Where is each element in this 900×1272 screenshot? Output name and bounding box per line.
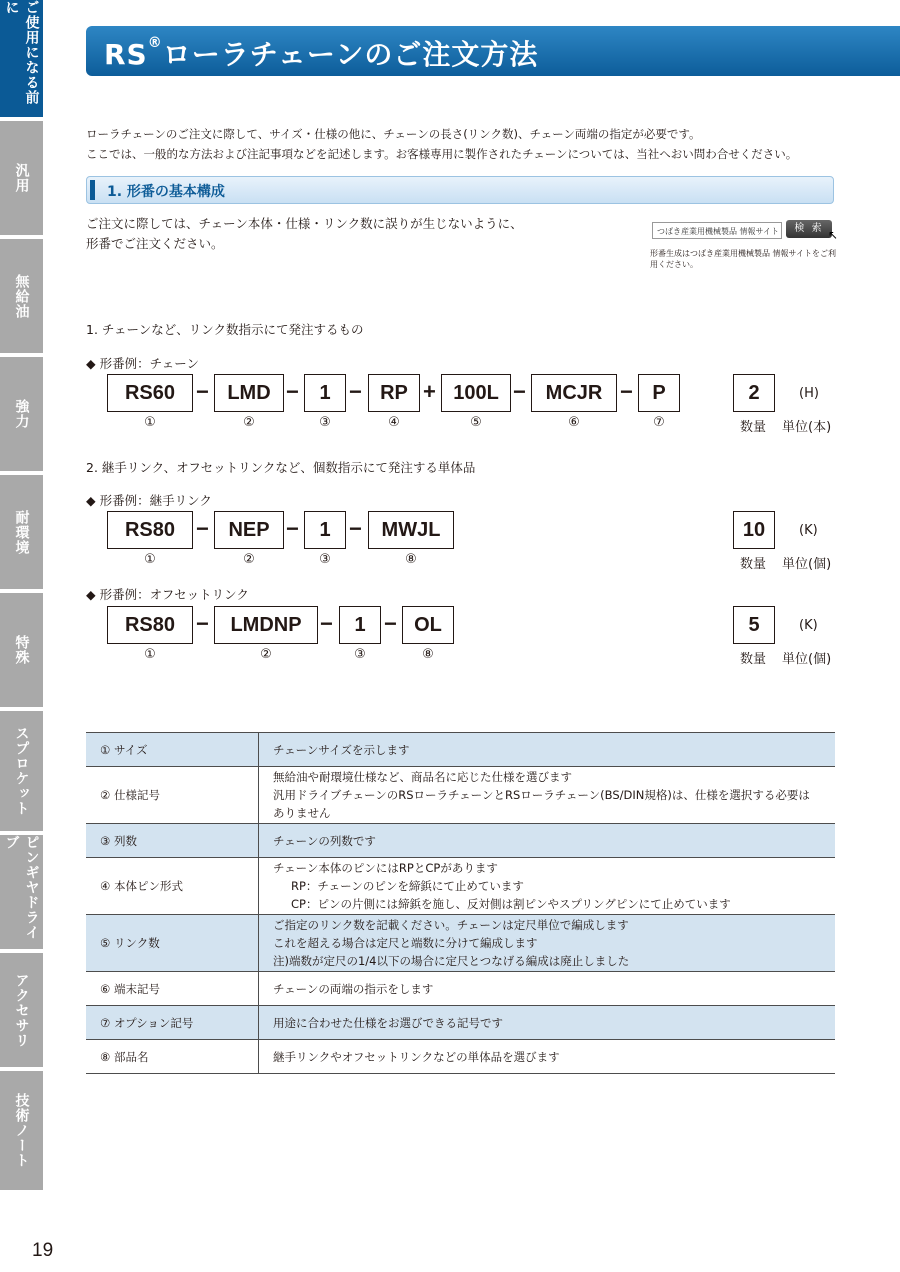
table-cell-desc (259, 915, 836, 972)
heading-piece-count-order: 2. 継手リンク、オフセットリンクなど、個数指示にて発注する単体品 (86, 460, 476, 475)
desc-line: 注)端数が定尺の1/4以下の場合に定尺とつなげる編成は廃止しました (273, 954, 630, 968)
desc-line: 無給油や耐環境仕様など、商品名に応じた仕様を選びます (273, 770, 572, 784)
cursor-icon: ↖ (828, 228, 839, 242)
desc-line: チェーン本体のピンにはRPとCPがあります (273, 861, 498, 875)
title-bar (86, 26, 900, 76)
table-cell-item: ① サイズ (86, 733, 259, 767)
code-part-spec: LMDNP (214, 606, 318, 644)
callout-number: ② (260, 647, 272, 662)
table-cell-item: ⑤ リンク数 (86, 915, 259, 972)
code-part-pin-type: RP (368, 374, 420, 412)
unit-label: 単位(個) (782, 557, 832, 572)
search-input[interactable]: つばき産業用機械製品 情報サイト (652, 222, 782, 239)
separator: − (196, 516, 209, 541)
code-part-spec: NEP (214, 511, 284, 549)
quantity-label: 数量 (740, 420, 767, 435)
unit-code: (H) (799, 386, 819, 401)
title-text: ローラチェーンのご注文方法 (162, 38, 539, 71)
code-part-size: RS80 (107, 606, 193, 644)
quantity-label: 数量 (740, 557, 767, 572)
desc-line: ありません (273, 806, 331, 820)
page-number: 19 (32, 1240, 54, 1261)
separator: − (286, 516, 299, 541)
code-part-link-count: 100L (441, 374, 511, 412)
section-paragraph (86, 214, 523, 254)
separator: + (423, 379, 436, 404)
separator: − (320, 611, 333, 636)
section-heading (86, 176, 834, 204)
callout-number: ① (144, 415, 156, 430)
unit-code: (K) (799, 618, 818, 633)
separator: − (620, 379, 633, 404)
table-cell-item: ③ 列数 (86, 824, 259, 858)
quantity-box: 2 (733, 374, 775, 412)
separator: − (196, 379, 209, 404)
sidebar-tab-strong[interactable] (0, 357, 43, 471)
callout-number: ⑤ (470, 415, 482, 430)
sidebar-tab-pin-gear-drive[interactable] (0, 835, 43, 949)
code-part-spec: LMD (214, 374, 284, 412)
intro-line: ここでは、一般的な方法および注記事項などを記述します。お客様専用に製作されたチェーンについては、当社へおい問わ合せください。 (86, 147, 798, 161)
sidebar-tab-label: スプロケット (13, 726, 30, 816)
sidebar-tab-tech-note[interactable] (0, 1071, 43, 1190)
desc-line: 用途に合わせた仕様をお選びできる記号です (273, 1015, 503, 1030)
table-row (86, 1006, 835, 1040)
table-cell-desc (259, 1040, 836, 1074)
desc-line: RP：チェーンのピンを締鋲にて止めています (291, 879, 524, 893)
search-note: 形番生成はつばき産業用機械製品 情報サイトをご利用ください。 (650, 249, 836, 269)
intro-text (86, 124, 797, 164)
sidebar-tab-label: 汎用 (13, 163, 30, 193)
code-part-end: MCJR (531, 374, 617, 412)
desc-line: チェーンの両端の指示をします (273, 981, 434, 996)
paragraph-line: 形番でご注文ください。 (86, 236, 224, 251)
table-row (86, 858, 835, 915)
desc-line: 継手リンクやオフセットリンクなどの単体品を選びます (273, 1049, 560, 1064)
section-marker (90, 180, 95, 200)
callout-number: ⑥ (568, 415, 580, 430)
callout-number: ③ (319, 415, 331, 430)
quantity-box: 10 (733, 511, 775, 549)
separator: − (384, 611, 397, 636)
unit-code: (K) (799, 523, 818, 538)
example-chain-label: ◆ 形番例：チェーン (86, 356, 199, 371)
example-joint-label: ◆ 形番例：継手リンク (86, 493, 212, 508)
code-part-size: RS60 (107, 374, 193, 412)
table-row (86, 767, 835, 824)
table-row (86, 972, 835, 1006)
quantity-label: 数量 (740, 652, 767, 667)
callout-number: ③ (354, 647, 366, 662)
callout-number: ⑦ (653, 415, 665, 430)
sidebar-tab-lube-free[interactable] (0, 239, 43, 353)
sidebar-tab-general[interactable] (0, 121, 43, 235)
callout-number: ① (144, 647, 156, 662)
sidebar-tab-label: 技術ノート (13, 1093, 30, 1168)
separator: − (196, 611, 209, 636)
callout-number: ① (144, 552, 156, 567)
sidebar-tabs (0, 0, 43, 1190)
desc-line: CP：ピンの片側には締鋲を施し、反対側は割ピンやスプリングピンにて止めています (291, 897, 731, 911)
table-cell-item: ② 仕様記号 (86, 767, 259, 824)
paragraph-line: ご注文に際しては、チェーン本体・仕様・リンク数に誤りが生じないように、 (86, 216, 523, 231)
title-prefix: RS (104, 38, 148, 71)
sidebar-tab-label: 耐環境 (13, 509, 30, 555)
table-cell-desc (259, 767, 836, 824)
desc-line: これを超える場合は定尺と端数に分けて編成します (273, 936, 538, 950)
sidebar-tab-environment[interactable] (0, 475, 43, 589)
section-title: 1. 形番の基本構成 (107, 184, 225, 200)
code-part-strands: 1 (339, 606, 381, 644)
sidebar-tab-special[interactable] (0, 593, 43, 707)
table-row (86, 1040, 835, 1074)
sidebar-tab-label: 無給油 (13, 273, 30, 319)
example-offset-label: ◆ 形番例：オフセットリンク (86, 587, 249, 602)
desc-line: チェーンサイズを示します (273, 742, 410, 757)
code-explanation-table (86, 732, 835, 1074)
sidebar-tab-label: 特殊 (13, 635, 30, 665)
table-cell-item: ④ 本体ピン形式 (86, 858, 259, 915)
table-cell-item: ⑦ オプション記号 (86, 1006, 259, 1040)
unit-label: 単位(本) (782, 420, 832, 435)
sidebar-tab-label: ご使用になる前に (3, 0, 40, 105)
code-part-part-name: MWJL (368, 511, 454, 549)
table-cell-desc (259, 972, 836, 1006)
search-button[interactable]: 検 索 (786, 220, 832, 238)
separator: − (286, 379, 299, 404)
callout-number: ② (243, 552, 255, 567)
callout-number: ③ (319, 552, 331, 567)
separator: − (513, 379, 526, 404)
code-part-size: RS80 (107, 511, 193, 549)
unit-label: 単位(個) (782, 652, 832, 667)
code-part-option: P (638, 374, 680, 412)
sidebar-tab-accessory[interactable] (0, 953, 43, 1067)
separator: − (349, 516, 362, 541)
sidebar-tab-label: アクセサリ (13, 972, 30, 1048)
quantity-box: 5 (733, 606, 775, 644)
table-cell-item: ⑥ 端末記号 (86, 972, 259, 1006)
registered-mark: ® (147, 35, 163, 51)
code-part-strands: 1 (304, 511, 346, 549)
table-cell-desc (259, 733, 836, 767)
table-cell-desc (259, 858, 836, 915)
page-title (104, 33, 538, 73)
code-part-part-name: OL (402, 606, 454, 644)
table-row (86, 733, 835, 767)
callout-number: ② (243, 415, 255, 430)
code-part-strands: 1 (304, 374, 346, 412)
callout-number: ④ (388, 415, 400, 430)
desc-line: 汎用ドライブチェーンのRSローラチェーンとRSローラチェーン(BS/DIN規格)は、仕様を選択する必要は (273, 788, 810, 802)
table-row (86, 824, 835, 858)
heading-link-count-order: 1. チェーンなど、リンク数指示にて発注するもの (86, 322, 364, 337)
desc-line: ご指定のリンク数を記載ください。チェーンは定尺単位で編成します (273, 918, 629, 932)
table-cell-item: ⑧ 部品名 (86, 1040, 259, 1074)
table-cell-desc (259, 1006, 836, 1040)
intro-line: ローラチェーンのご注文に際して、サイズ・仕様の他に、チェーンの長さ(リンク数)、チェーン両端の指定が必要です。 (86, 127, 701, 141)
separator: − (349, 379, 362, 404)
table-cell-desc (259, 824, 836, 858)
callout-number: ⑧ (405, 552, 417, 567)
sidebar-tab-before-use[interactable] (0, 0, 43, 117)
sidebar-tab-sprocket[interactable] (0, 711, 43, 831)
sidebar-tab-label: ピンギヤドライブ (3, 835, 40, 940)
table-row (86, 915, 835, 972)
callout-number: ⑧ (422, 647, 434, 662)
sidebar-tab-label: 強力 (13, 399, 30, 429)
desc-line: チェーンの列数です (273, 833, 376, 848)
